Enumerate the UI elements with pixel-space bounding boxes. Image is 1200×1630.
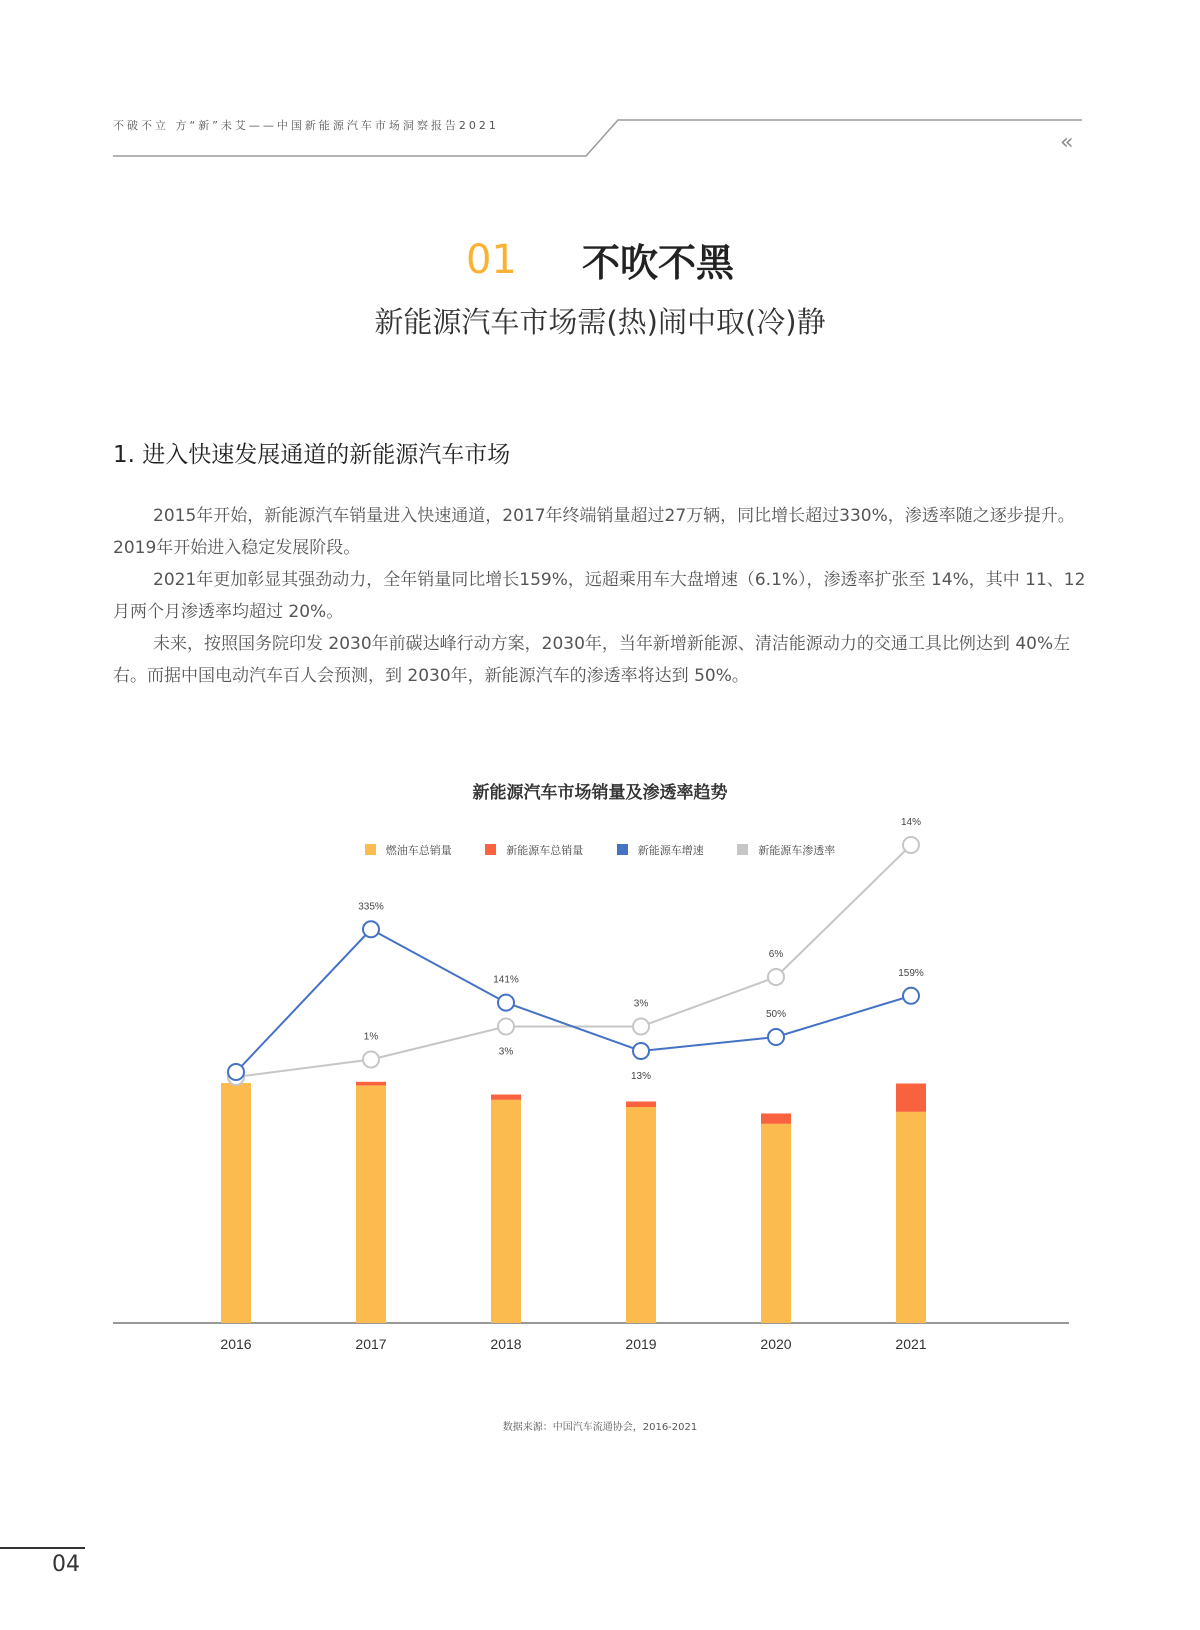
data-label-nev-penetration: 1% — [363, 1031, 379, 1043]
paragraph: 2021年更加彰显其强劲动力，全年销量同比增长159%，远超乘用车大盘增速（6.1%），渗透率扩张至 14%，其中 11、12月两个月渗透率均超过 20%。 — [113, 570, 1086, 622]
bar-ice-sales — [896, 1112, 926, 1323]
bar-ice-sales — [626, 1107, 656, 1323]
point-nev-penetration — [498, 1019, 514, 1035]
section-number: 01 — [465, 236, 517, 283]
legend-label: 新能源车总销量 — [506, 844, 584, 857]
series-line-nev-growth — [236, 929, 911, 1072]
point-nev-penetration — [363, 1052, 379, 1068]
data-label-nev-growth: 141% — [493, 974, 519, 986]
data-label-nev-penetration: 6% — [768, 949, 784, 960]
data-source-note: 数据来源：中国汽车流通协会，2016-2021 — [502, 1422, 698, 1433]
paragraph: 2015年开始，新能源汽车销量进入快速通道，2017年终端销量超过27万辆，同比增长超过330%，渗透率随之逐步提升。2019年开始进入稳定发展阶段。 — [113, 506, 1075, 558]
section-subtitle: 新能源汽车市场需(热)闹中取(冷)静 — [374, 305, 826, 339]
report-title: 不破不立 方“新”未艾——中国新能源汽车市场洞察报告2021 — [113, 119, 499, 132]
legend-label: 新能源车增速 — [637, 844, 704, 857]
x-tick-label: 2021 — [895, 1336, 927, 1352]
series-line-nev-penetration — [236, 845, 911, 1077]
point-nev-growth — [228, 1064, 244, 1080]
data-label-nev-penetration: 14% — [900, 817, 922, 828]
bar-nev-sales — [761, 1113, 791, 1123]
bar-ice-sales — [221, 1083, 251, 1323]
point-nev-growth — [363, 921, 379, 937]
bar-nev-sales — [356, 1082, 386, 1086]
bar-nev-sales — [896, 1083, 926, 1111]
point-nev-growth — [903, 988, 919, 1004]
paragraph: 未来，按照国务院印发 2030年前碳达峰行动方案，2030年，当年新增新能源、清洁能源动力的交通工具比例达到 40%左右。而据中国电动汽车百人会预测，到 2030年，新能源汽车的渗透率将达到 50%。 — [113, 634, 1071, 686]
legend-label: 新能源车渗透率 — [758, 844, 836, 857]
x-tick-label: 2019 — [625, 1336, 657, 1352]
section-title: 不吹不黑 — [581, 241, 734, 285]
chart-title: 新能源汽车市场销量及渗透率趋势 — [472, 783, 728, 803]
x-tick-label: 2018 — [490, 1336, 522, 1352]
double-chevron-left-icon[interactable]: ‹‹ — [1060, 130, 1070, 155]
legend-label: 燃油车总销量 — [385, 844, 452, 857]
point-nev-penetration — [768, 969, 784, 985]
point-nev-growth — [768, 1029, 784, 1045]
bar-nev-sales — [626, 1101, 656, 1107]
x-tick-label: 2017 — [355, 1336, 387, 1352]
data-label-nev-growth: 159% — [898, 967, 924, 979]
page-number: 04 — [52, 1552, 80, 1577]
data-label-nev-growth: 50% — [765, 1009, 787, 1021]
bar-ice-sales — [491, 1100, 521, 1323]
point-nev-penetration — [633, 1019, 649, 1035]
bar-nev-sales — [491, 1095, 521, 1100]
subsection-heading: 1. 进入快速发展通道的新能源汽车市场 — [113, 442, 511, 468]
data-label-nev-growth: 335% — [358, 901, 384, 913]
point-nev-growth — [498, 995, 514, 1011]
data-label-nev-penetration: 3% — [633, 998, 649, 1010]
data-label-nev-growth: 13% — [630, 1071, 652, 1082]
point-nev-growth — [633, 1043, 649, 1059]
x-tick-label: 2016 — [220, 1336, 252, 1352]
x-tick-label: 2020 — [760, 1336, 792, 1352]
bar-ice-sales — [356, 1085, 386, 1323]
bar-ice-sales — [761, 1124, 791, 1323]
data-label-nev-penetration: 3% — [498, 1046, 514, 1058]
footer-rule — [0, 1547, 85, 1549]
point-nev-penetration — [903, 837, 919, 853]
